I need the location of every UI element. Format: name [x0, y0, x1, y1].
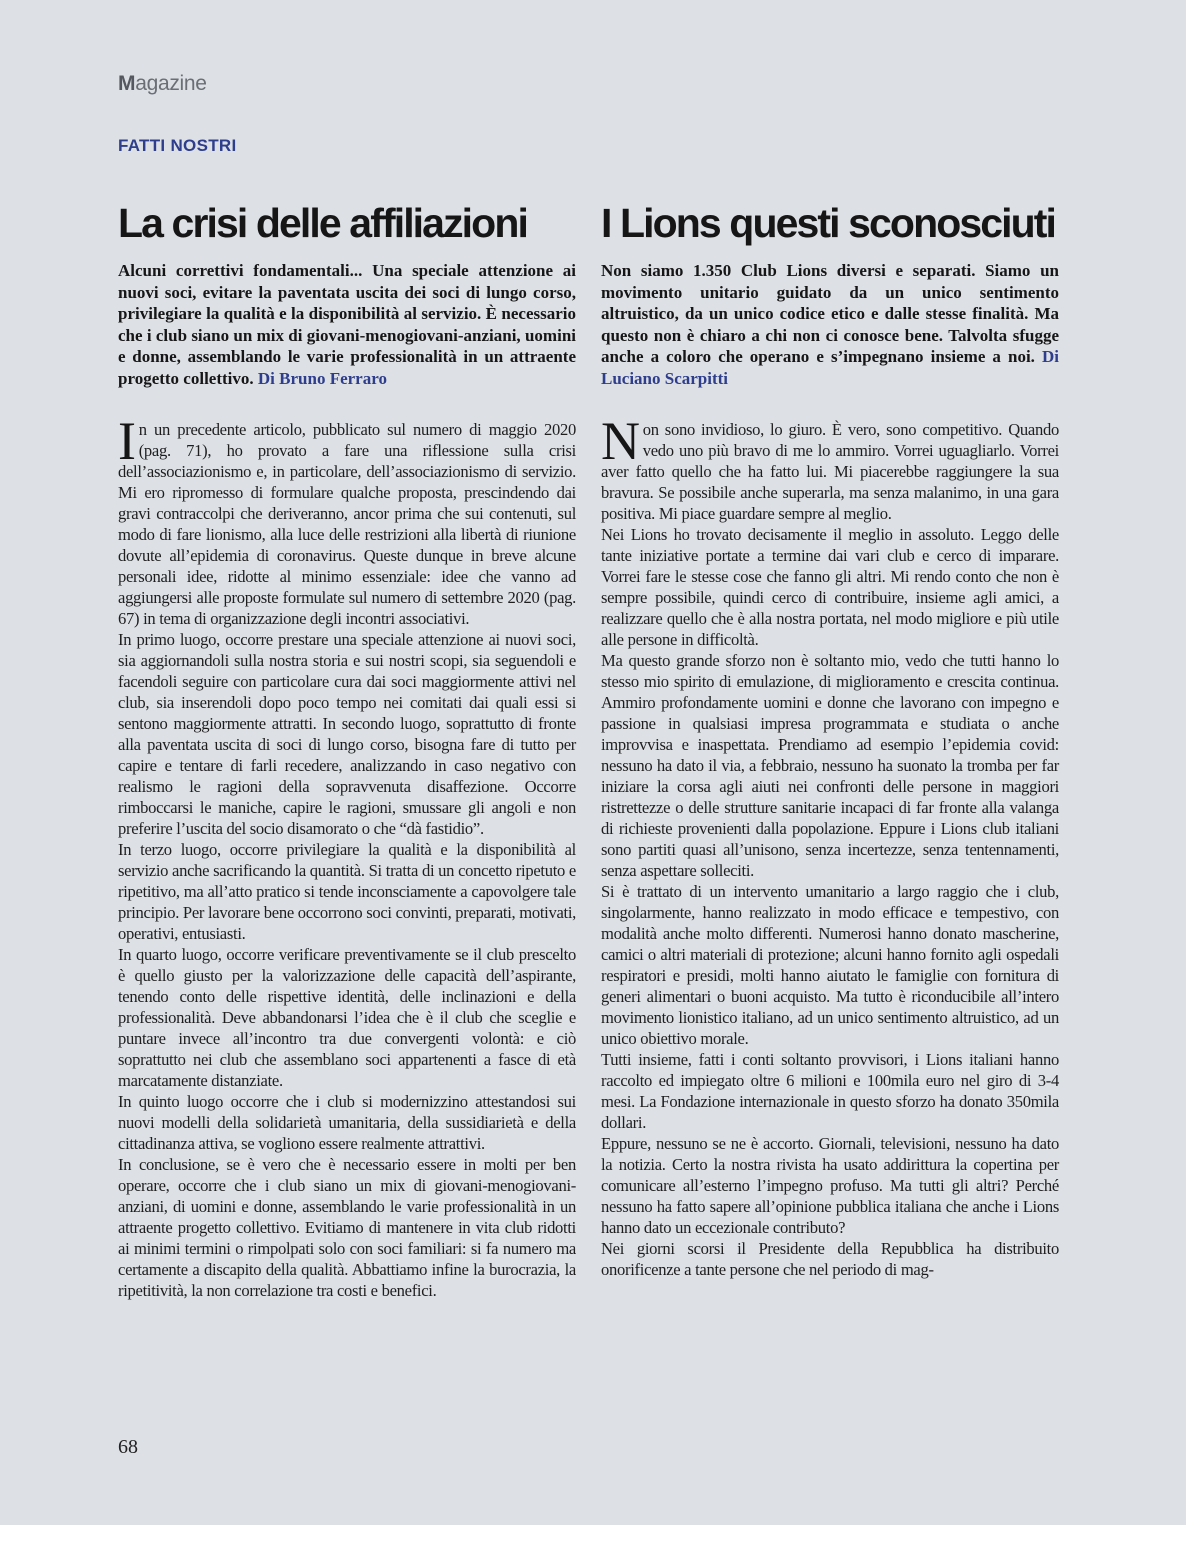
- magazine-header: [118, 72, 207, 96]
- left-article-paragraph: In conclusione, se è vero che è necessario essere in molti per ben operare, occorre che i club siano un mix di giovani-menogiovani-anziani, di uomini e donne, assemblando le varie professionalità in un attraente progetto collettivo. Evitiamo di mantenere in vita club ridotti ai minimi termini o rimpolpati solo con soci familiari: si fa numero ma certamente a discapito della qualità. Abbattiamo infine la burocrazia, la ripetitività, la non correlazione tra costi e benefici.: [118, 1155, 576, 1300]
- section-label: FATTI NOSTRI: [118, 136, 237, 155]
- right-article-title: I Lions questi sconosciuti: [601, 200, 1056, 246]
- right-article-paragraph-1: [601, 411, 1059, 524]
- magazine-header-rest: agazine: [135, 72, 207, 95]
- right-article-paragraph: Ma questo grande sforzo non è soltanto mio, vedo che tutti hanno lo stesso mio spirito di emulazione, di miglioramento e crescita continua. Ammiro profondamente uomini e donne che lavorano con impegno e passione in qualsiasi impresa programmata e studiata o anche improvvisa e inaspettata. Prendiamo ad esempio l’epidemia covid: nessuno ha dato il via, a febbraio, nessuno ha suonato la tromba per far iniziare la corsa agli aiuti nei confronti delle persone in maggiori ristrettezze o delle strutture sanitarie incapaci di far fronte alla valanga di richieste provenienti dalla popolazione. Eppure i Lions club italiani sono partiti quasi all’unisono, senza incertezze, senza tentennamenti, senza aspettare solleciti.: [601, 651, 1059, 880]
- right-article-paragraph: Nei giorni scorsi il Presidente della Repubblica ha distribuito onorificenze a tante persone che nel periodo di mag-: [601, 1239, 1059, 1279]
- right-article-paragraph: Eppure, nessuno se ne è accorto. Giornali, televisioni, nessuno ha dato la notizia. Certo la nostra rivista ha usato addirittura la copertina per comunicare all’esterno l’impegno profuso. Ma tutti gli altri? Perché nessuno ha fatto sapere all’opinione pubblica italiana che anche i Lions hanno dato un eccezionale contributo?: [601, 1134, 1059, 1237]
- left-article-paragraph: In quinto luogo occorre che i club si modernizzino attestandosi sui nuovi modelli della solidarietà umanitaria, della sussidiarietà e della cittadinanza attiva, se vogliono essere realmente attrattivi.: [118, 1092, 576, 1153]
- right-article-lead: [601, 260, 1059, 389]
- left-article-paragraph: In primo luogo, occorre prestare una speciale attenzione ai nuovi soci, sia aggiornandoli sulla nostra storia e sui nostri scopi, sia seguendoli e facendoli seguire con particolare cura dai soci maggiormente attivi nel club, sia inserendoli dopo poco tempo nei comitati dai quali essi si sentono maggiormente attratti. In secondo luogo, soprattutto di fronte alla paventata uscita di soci di lungo corso, bisogna fare di tutto per capire e tentare di farli recedere, analizzando in caso negativo con realismo le ragioni della sopravvenuta disaffezione. Occorre rimboccarsi le maniche, capire le ragioni, smussare gli angoli e non preferire l’uscita del socio disamorato o che “dà fastidio”.: [118, 630, 576, 838]
- right-article-dropcap: N: [601, 411, 640, 471]
- left-article-lead-text: Alcuni correttivi fondamentali... Una speciale attenzione ai nuovi soci, evitare la paventata uscita dei soci di lungo corso, privilegiare la qualità e la disponibilità al servizio. È necessario che i club siano un mix di giovani-menogiovani-anziani, uomini e donne, assemblando le varie professionalità in un attraente progetto collettivo.: [118, 261, 576, 388]
- left-article-first-paragraph: n un precedente articolo, pubblicato sul numero di maggio 2020 (pag. 71), ho provato a fare una riflessione sulla crisi dell’associazionismo e, in particolare, dell’associazionismo di servizio. Mi ero ripromesso di formulare qualche proposta, prescindendo dai gravi contraccolpi che deriveranno, ancor prima che sui contenuti, sul modo di fare lionismo, alla luce delle restrizioni alla libertà di riunione dovute all’epidemia di coronavirus. Queste dunque in breve alcune personali idee, ridotte al minimo essenziale: idee che vanno ad aggiungersi alle proposte formulate sul numero di settembre 2020 (pag. 67) in tema di organizzazione degli incontri associativi.: [118, 420, 576, 628]
- right-article-paragraph: Si è trattato di un intervento umanitario a largo raggio che i club, singolarmente, hanno realizzato in modo efficace e tempestivo, con modalità anche molto differenti. Numerosi hanno donato mascherine, camici o altri materiali di protezione; alcuni hanno fornito agli ospedali respiratori e presidi, molti hanno aiutato le famiglie con fornitura di generi alimentari o buoni acquisto. Ma tutto è riconducibile all’intero movimento lionistico italiano, ad un unico sentimento altruistico, ad un unico obiettivo morale.: [601, 882, 1059, 1048]
- right-article-lead-text: Non siamo 1.350 Club Lions diversi e separati. Siamo un movimento unitario guidato da un unico sentimento altruistico, da un unico codice etico e dalle stesse finalità. Ma questo non è chiaro a chi non ci conosce bene. Talvolta sfugge anche a coloro che operano e s’impegnano insieme a noi.: [601, 261, 1059, 366]
- left-article-paragraph: In terzo luogo, occorre privilegiare la qualità e la disponibilità al servizio anche sacrificando la quantità. Si tratta di un concetto ripetuto e ripetitivo, ma all’atto pratico si tende inconsciamente a capovolgere tale principio. Per lavorare bene occorrono soci convinti, preparati, motivati, operativi, entusiasti.: [118, 840, 576, 943]
- right-article-paragraph: Tutti insieme, fatti i conti soltanto provvisori, i Lions italiani hanno raccolto ed impiegato oltre 6 milioni e 100mila euro nel giro di 3-4 mesi. La Fondazione internazionale in questo sforzo ha donato 350mila dollari.: [601, 1050, 1059, 1132]
- left-article-paragraph: In quarto luogo, occorre verificare preventivamente se il club prescelto è quello giusto per la valorizzazione delle capacità dell’aspirante, tenendo conto delle rispettive identità, delle inclinazioni e della professionalità. Deve abbandonarsi l’idea che è il club che sceglie e puntare invece all’incontro tra due convergenti volontà: e ciò soprattutto nei club che assemblano soci appartenenti a fasce di età marcatamente distanziate.: [118, 945, 576, 1090]
- magazine-header-initial: M: [118, 72, 136, 95]
- left-article-lead: [118, 260, 576, 389]
- left-article-author: Di Bruno Ferraro: [257, 368, 387, 388]
- right-article: [601, 196, 1059, 1280]
- right-article-body: [601, 411, 1059, 1280]
- left-article-body: [118, 411, 576, 1301]
- right-article-first-paragraph: on sono invidioso, lo giuro. È vero, sono competitivo. Quando vedo uno più bravo di me lo ammiro. Vorrei uguagliarlo. Vorrei aver fatto quello che ha fatto lui. Mi piacerebbe raggiungere la sua bravura. Se possibile anche superarla, ma senza malanimo, in una gara positiva. Mi piace guardare sempre al meglio.: [601, 420, 1059, 523]
- left-article-paragraph-1: [118, 411, 576, 629]
- right-article-paragraph: Nei Lions ho trovato decisamente il meglio in assoluto. Leggo delle tante iniziative portate a termine dai vari club e cerco di imparare. Vorrei fare le stesse cose che fanno gli altri. Mi rendo conto che non è sempre possibile, quindi cerco di contribuire, insieme agli amici, a realizzare quello che è alla nostra portata, nel modo migliore e più utile alle persone in difficoltà.: [601, 525, 1059, 649]
- left-article-dropcap: I: [118, 411, 136, 471]
- left-article: [118, 196, 576, 1301]
- page-number: 68: [118, 1436, 138, 1458]
- left-article-title: La crisi delle affiliazioni: [118, 200, 527, 246]
- right-article-author: Di Luciano Scarpitti: [601, 347, 1059, 388]
